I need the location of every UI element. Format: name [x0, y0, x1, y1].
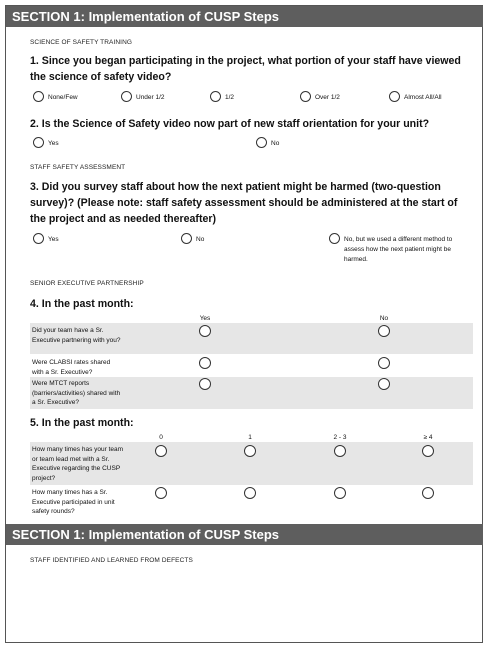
section-header: SECTION 1: Implementation of CUSP Steps [6, 6, 483, 27]
column-header-1: 1 [248, 434, 252, 441]
radio-button[interactable] [33, 233, 44, 244]
q1-option-under-half[interactable] [121, 91, 165, 103]
option-label: Yes [48, 140, 59, 147]
q1-option-almost-all[interactable] [389, 91, 442, 103]
q1-option-none-few[interactable] [33, 91, 78, 103]
option-label: 1/2 [225, 94, 235, 101]
question-5: 5. In the past month: [30, 417, 134, 429]
radio-button[interactable] [121, 91, 132, 102]
question-2: 2. Is the Science of Safety video now part of new staff orientation for your unit? [30, 118, 430, 130]
q5-r2-1-radio[interactable] [244, 487, 256, 499]
option-label: Yes [48, 236, 59, 243]
q3-option-other-method[interactable] [329, 233, 469, 265]
column-header-no: No [379, 315, 389, 322]
q5-r2-4plus-radio[interactable] [422, 487, 434, 499]
radio-button[interactable] [300, 91, 311, 102]
q5-r2-2-3-radio[interactable] [334, 487, 346, 499]
option-label: None/Few [48, 94, 78, 101]
option-label: Under 1/2 [136, 94, 165, 101]
q4-row-label: Were MTCT reports (barriers/activities) shared with a Sr. Executive? [32, 380, 121, 406]
question-1: 1. Since you began participating in the project, what portion of your staff have viewed the science of safety video? [30, 55, 461, 83]
q5-r1-0-radio[interactable] [155, 445, 167, 457]
radio-button[interactable] [33, 91, 44, 102]
q4-r1-no-radio[interactable] [378, 325, 390, 337]
column-header-4-plus: ≥ 4 [423, 434, 433, 441]
radio-button[interactable] [256, 137, 267, 148]
radio-button[interactable] [210, 91, 221, 102]
q3-option-no[interactable] [181, 233, 204, 245]
q3-option-yes[interactable] [33, 233, 59, 245]
defects-heading: STAFF IDENTIFIED AND LEARNED FROM DEFECTS [30, 557, 193, 564]
q4-row-label: Were CLABSI rates shared with a Sr. Executive? [32, 359, 111, 376]
q2-option-no[interactable] [256, 137, 279, 149]
column-header-0: 0 [159, 434, 163, 441]
option-label: Almost All/All [404, 94, 442, 101]
radio-button[interactable] [329, 233, 340, 244]
radio-button[interactable] [33, 137, 44, 148]
q2-option-yes[interactable] [33, 137, 59, 149]
q5-r2-0-radio[interactable] [155, 487, 167, 499]
q5-row-label: How many times has a Sr. Executive participated in unit safety rounds? [32, 489, 115, 515]
radio-button[interactable] [181, 233, 192, 244]
q4-row-label: Did your team have a Sr. Executive partnering with you? [32, 327, 121, 344]
senior-exec-heading: SENIOR EXECUTIVE PARTNERSHIP [30, 280, 144, 287]
q1-option-half[interactable] [210, 91, 234, 103]
science-training-heading: SCIENCE OF SAFETY TRAINING [30, 39, 133, 46]
column-header-2-3: 2 - 3 [333, 434, 347, 441]
q1-option-over-half[interactable] [300, 91, 340, 103]
question-3: 3. Did you survey staff about how the next patient might be harmed (two-question survey)? (Please note: staff safety assessment should be administered at the start of the project and as needed thereafter) [30, 181, 458, 225]
radio-button[interactable] [389, 91, 400, 102]
option-label: Over 1/2 [315, 94, 340, 101]
q4-r3-yes-radio[interactable] [199, 378, 211, 390]
q4-r2-yes-radio[interactable] [199, 357, 211, 369]
option-label: No, but we used a different method to assess how the next patient might be harmed. [344, 236, 453, 263]
q4-r1-yes-radio[interactable] [199, 325, 211, 337]
question-4: 4. In the past month: [30, 298, 134, 310]
option-label: No [271, 140, 280, 147]
q5-r1-1-radio[interactable] [244, 445, 256, 457]
section-header-continued: SECTION 1: Implementation of CUSP Steps [6, 524, 483, 545]
q4-r3-no-radio[interactable] [378, 378, 390, 390]
q4-r2-no-radio[interactable] [378, 357, 390, 369]
option-label: No [196, 236, 205, 243]
q5-row-label: How many times has your team or team lead met with a Sr. Executive regarding the CUSP project? [32, 446, 124, 482]
q5-r1-2-3-radio[interactable] [334, 445, 346, 457]
column-header-yes: Yes [199, 315, 211, 322]
staff-assessment-heading: STAFF SAFETY ASSESSMENT [30, 164, 126, 171]
q5-r1-4plus-radio[interactable] [422, 445, 434, 457]
